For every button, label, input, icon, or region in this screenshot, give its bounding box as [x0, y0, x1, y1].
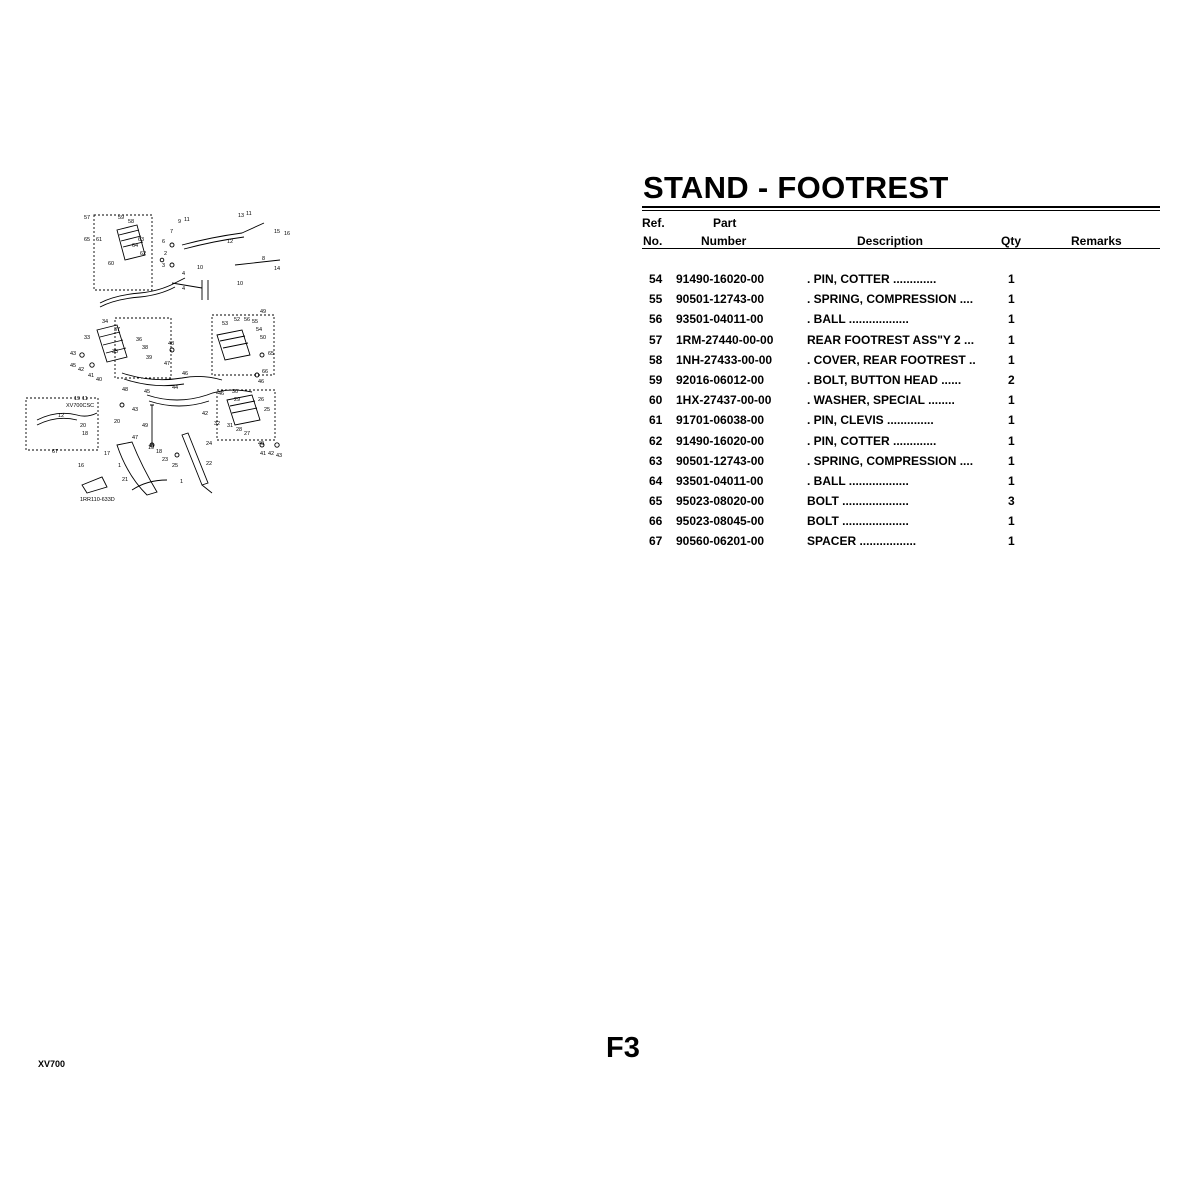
model-code: XV700: [38, 1059, 66, 1069]
ref-number: 63: [649, 453, 663, 468]
svg-text:1: 1: [180, 479, 184, 485]
title-rule-thin: [642, 210, 1160, 211]
svg-text:22: 22: [206, 461, 213, 467]
svg-text:52: 52: [234, 317, 241, 323]
quantity: 1: [1008, 332, 1015, 347]
svg-text:49: 49: [260, 309, 267, 315]
svg-text:11: 11: [82, 396, 88, 402]
header-qty: Qty: [1001, 234, 1022, 248]
part-number: 90560-06201-00: [676, 534, 765, 549]
part-number: 91701-06038-00: [676, 413, 765, 428]
ref-number: 66: [649, 514, 663, 529]
svg-text:43: 43: [70, 351, 77, 357]
svg-text:55: 55: [252, 319, 259, 325]
ref-number: 59: [649, 372, 663, 387]
part-number: 1RM-27440-00-00: [676, 332, 774, 347]
svg-text:53: 53: [222, 321, 229, 327]
ref-number: 64: [649, 473, 663, 488]
part-number: 92016-06012-00: [676, 372, 765, 387]
svg-text:35: 35: [112, 349, 119, 355]
quantity: 1: [1008, 534, 1015, 549]
svg-text:15: 15: [274, 229, 281, 235]
table-row: [642, 452, 1162, 472]
svg-text:11: 11: [184, 217, 190, 223]
svg-text:40: 40: [258, 441, 265, 447]
svg-text:37: 37: [114, 327, 121, 333]
ref-number: 57: [649, 332, 663, 347]
svg-text:49: 49: [142, 423, 149, 429]
quantity: 1: [1008, 292, 1015, 307]
svg-text:61: 61: [96, 237, 103, 243]
header-description: Description: [857, 234, 924, 248]
svg-text:19: 19: [148, 445, 155, 451]
svg-text:45: 45: [144, 389, 151, 395]
svg-text:XV700CSC: XV700CSC: [66, 403, 95, 409]
part-number: 1NH-27433-00-00: [676, 352, 773, 367]
header-ref-line1: Ref.: [642, 216, 665, 230]
part-number: 91490-16020-00: [676, 272, 765, 286]
quantity: 1: [1008, 393, 1015, 408]
svg-text:59: 59: [118, 215, 125, 221]
quantity: 1: [1008, 514, 1015, 529]
svg-text:30: 30: [232, 389, 239, 395]
svg-text:47: 47: [164, 361, 171, 367]
svg-text:38: 38: [142, 345, 149, 351]
svg-text:31: 31: [227, 423, 234, 429]
svg-text:48: 48: [168, 341, 175, 347]
svg-text:23: 23: [162, 457, 169, 463]
header-part-line1: Part: [713, 216, 737, 230]
svg-text:29: 29: [234, 397, 241, 403]
svg-text:62: 62: [140, 251, 147, 257]
part-description: SPACER .................: [807, 534, 917, 549]
ref-number: 54: [649, 272, 663, 286]
svg-text:12: 12: [58, 413, 65, 419]
part-number: 93501-04011-00: [676, 312, 764, 327]
svg-text:18: 18: [82, 431, 89, 437]
page-title: STAND - FOOTREST: [643, 170, 949, 205]
svg-text:46: 46: [218, 391, 225, 397]
svg-text:6: 6: [162, 239, 166, 245]
table-row: [642, 290, 1162, 310]
table-row: [642, 331, 1162, 351]
quantity: 1: [1008, 352, 1015, 367]
svg-text:40: 40: [96, 377, 103, 383]
part-description: . SPRING, COMPRESSION ....: [807, 453, 974, 468]
ref-number: 65: [649, 494, 663, 509]
svg-text:41: 41: [88, 373, 95, 379]
part-number: 90501-12743-00: [676, 453, 765, 468]
part-number: 1HX-27437-00-00: [676, 393, 772, 408]
svg-text:43: 43: [276, 453, 283, 459]
svg-text:56: 56: [244, 317, 251, 323]
svg-text:10: 10: [197, 265, 204, 271]
svg-text:4: 4: [182, 271, 186, 277]
svg-text:57: 57: [84, 215, 91, 221]
ref-number: 62: [649, 433, 663, 448]
title-rule: [642, 206, 1160, 208]
ref-number: 67: [649, 534, 663, 549]
svg-text:1: 1: [118, 463, 122, 469]
svg-text:7: 7: [170, 229, 174, 235]
svg-text:34: 34: [102, 319, 109, 325]
stand-footrest-illustration: [22, 205, 312, 515]
svg-text:65: 65: [84, 237, 91, 243]
svg-text:26: 26: [258, 397, 265, 403]
svg-text:3: 3: [162, 263, 166, 269]
svg-text:1RR110-633D: 1RR110-633D: [80, 497, 115, 503]
part-description: REAR FOOTREST ASS"Y 2 ...: [807, 332, 975, 347]
part-description: . PIN, CLEVIS ..............: [807, 413, 934, 428]
table-row: [642, 432, 1162, 452]
table-row: [642, 391, 1162, 411]
svg-text:48: 48: [122, 387, 129, 393]
parts-table: [642, 270, 1162, 553]
table-row: [642, 270, 1162, 290]
svg-text:64: 64: [132, 243, 139, 249]
svg-text:20: 20: [114, 419, 121, 425]
svg-text:11: 11: [246, 211, 252, 217]
svg-text:45: 45: [70, 363, 77, 369]
table-row: [642, 532, 1162, 552]
part-description: BOLT ....................: [807, 494, 909, 509]
part-description: . BALL ..................: [807, 312, 909, 327]
table-row: [642, 512, 1162, 532]
svg-text:39: 39: [146, 355, 153, 361]
svg-text:25: 25: [172, 463, 179, 469]
svg-text:60: 60: [108, 261, 115, 267]
part-description: . PIN, COTTER .............: [807, 272, 937, 286]
part-number: 91490-16020-00: [676, 433, 765, 448]
part-description: . COVER, REAR FOOTREST ..: [807, 352, 976, 367]
header-remarks: Remarks: [1071, 234, 1122, 248]
svg-text:28: 28: [236, 427, 243, 433]
part-number: 93501-04011-00: [676, 473, 764, 488]
svg-text:42: 42: [268, 451, 275, 457]
svg-text:36: 36: [136, 337, 143, 343]
svg-text:43: 43: [132, 407, 139, 413]
svg-text:63: 63: [138, 237, 145, 243]
page-code: F3: [606, 1032, 640, 1064]
svg-text:2: 2: [164, 251, 168, 257]
svg-text:19: 19: [74, 396, 81, 402]
header-rule: [642, 248, 1160, 249]
svg-text:47: 47: [132, 435, 139, 441]
ref-number: 55: [649, 292, 663, 307]
svg-text:65: 65: [268, 351, 275, 357]
part-description: . PIN, COTTER .............: [807, 433, 937, 448]
ref-number: 56: [649, 312, 663, 327]
svg-text:4: 4: [182, 286, 186, 292]
svg-text:20: 20: [80, 423, 87, 429]
part-description: . BALL ..................: [807, 473, 909, 488]
ref-number: 61: [649, 413, 663, 428]
svg-text:16: 16: [78, 463, 85, 469]
svg-text:32: 32: [214, 421, 221, 427]
table-row: [642, 492, 1162, 512]
svg-text:44: 44: [172, 385, 179, 391]
table-row: [642, 351, 1162, 371]
svg-text:12: 12: [227, 239, 234, 245]
svg-text:27: 27: [244, 431, 251, 437]
svg-text:8: 8: [262, 256, 266, 262]
quantity: 3: [1008, 494, 1015, 509]
svg-text:16: 16: [284, 231, 291, 237]
quantity: 1: [1008, 433, 1015, 448]
quantity: 1: [1008, 312, 1015, 327]
table-row: [642, 472, 1162, 492]
svg-text:42: 42: [78, 367, 85, 373]
quantity: 1: [1008, 413, 1015, 428]
table-row: [642, 411, 1162, 431]
part-number: 90501-12743-00: [676, 292, 765, 307]
header-ref-line2: No.: [643, 234, 663, 248]
quantity: 1: [1008, 453, 1015, 468]
svg-text:41: 41: [260, 451, 267, 457]
quantity: 1: [1008, 272, 1015, 286]
part-description: . BOLT, BUTTON HEAD ......: [807, 372, 962, 387]
part-number: 95023-08045-00: [676, 514, 765, 529]
svg-text:58: 58: [128, 219, 135, 225]
svg-text:66: 66: [262, 369, 269, 375]
svg-text:54: 54: [256, 327, 263, 333]
svg-text:67: 67: [52, 449, 59, 455]
svg-text:10: 10: [237, 281, 244, 287]
part-description: . SPRING, COMPRESSION ....: [807, 292, 974, 307]
svg-text:14: 14: [274, 266, 281, 272]
svg-text:13: 13: [238, 213, 245, 219]
svg-text:25: 25: [264, 407, 271, 413]
quantity: 1: [1008, 473, 1015, 488]
ref-number: 60: [649, 393, 663, 408]
quantity: 2: [1008, 372, 1015, 387]
table-row: [642, 371, 1162, 391]
table-row: [642, 310, 1162, 330]
part-number: 95023-08020-00: [676, 494, 765, 509]
svg-text:9: 9: [178, 219, 182, 225]
svg-text:42: 42: [202, 411, 209, 417]
svg-text:17: 17: [104, 451, 111, 457]
svg-text:33: 33: [84, 335, 91, 341]
header-part-line2: Number: [701, 234, 747, 248]
part-description: BOLT ....................: [807, 514, 909, 529]
svg-text:46: 46: [182, 371, 189, 377]
exploded-parts-diagram: [22, 205, 312, 515]
part-description: . WASHER, SPECIAL ........: [807, 393, 955, 408]
svg-text:18: 18: [156, 449, 163, 455]
svg-text:50: 50: [260, 335, 267, 341]
ref-number: 58: [649, 352, 663, 367]
svg-text:46: 46: [258, 379, 265, 385]
svg-text:21: 21: [122, 477, 129, 483]
svg-text:24: 24: [206, 441, 213, 447]
